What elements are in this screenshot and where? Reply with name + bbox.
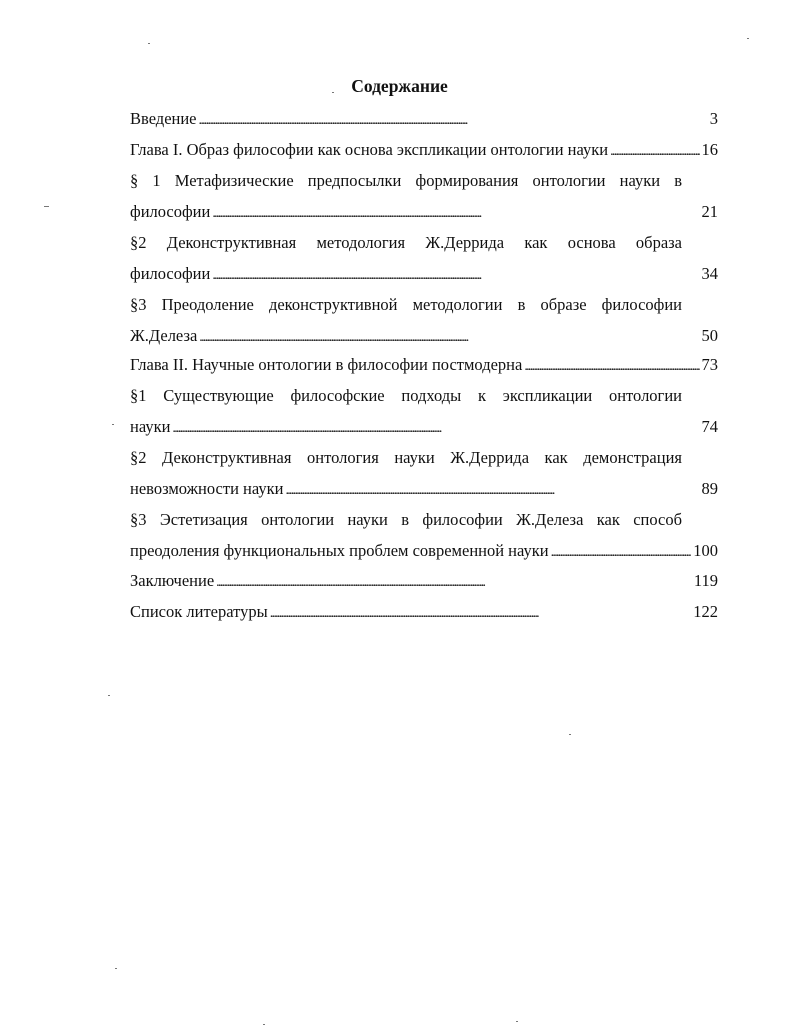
toc-entry-label: философии [130,264,211,283]
toc-page-number: 34 [701,264,718,283]
toc-entry-section-1-2-line1[interactable]: §2 Деконструктивная методология Ж.Деррида как основа образа [130,233,682,252]
toc-entry-section-1-2[interactable] [130,262,718,286]
toc-page-number: 100 [693,541,718,560]
toc-entry-label: философии [130,202,211,221]
toc-entry-label: Ж.Делеза [130,326,198,345]
toc-page-number: 119 [693,571,718,590]
scan-speck [263,1024,265,1025]
toc-entry-label: Глава I. Образ философии как основа экспликации онтологии науки [130,140,609,159]
toc-page-number: 122 [693,602,718,621]
scan-speck [516,1021,518,1022]
dot-leader [551,539,692,565]
toc-entry-chapter-2[interactable] [130,353,718,377]
toc-entry-section-2-3-line1[interactable]: §3 Эстетизация онтологии науки в философии Ж.Делеза как способ [130,510,682,529]
toc-page-number: 3 [709,109,718,128]
toc-entry-section-2-1[interactable] [130,415,718,439]
toc-entry-label: Глава II. Научные онтологии в философии постмодерна [130,355,523,374]
dot-leader [199,107,708,133]
toc-entry-introduction[interactable] [130,107,718,131]
dot-leader [216,569,692,595]
toc-entry-label: невозможности науки [130,479,284,498]
toc-entry-section-1-1-line1[interactable]: § 1 Метафизические предпосылки формирования онтологии науки в [130,171,682,190]
toc-page-number: 73 [701,355,718,374]
scan-speck [332,92,334,93]
scan-speck [108,695,110,696]
toc-entry-section-2-2-line1[interactable]: §2 Деконструктивная онтология науки Ж.Деррида как демонстрация [130,448,682,467]
scan-speck [44,206,49,207]
dot-leader [172,415,699,441]
dot-leader [524,353,699,379]
toc-entry-section-1-3-line1[interactable]: §3 Преодоление деконструктивной методологии в образе философии [130,295,682,314]
dot-leader [610,138,699,164]
toc-entry-label: Заключение [130,571,215,590]
dot-leader [212,262,699,288]
dot-leader [199,324,699,350]
dot-leader [270,600,692,626]
scan-speck [747,38,749,39]
scan-speck [112,424,114,425]
dot-leader [285,477,699,503]
toc-entry-section-1-3[interactable] [130,324,718,348]
page-title: Содержание [351,76,448,96]
toc-entry-conclusion[interactable] [130,569,718,593]
toc-entry-section-1-1[interactable] [130,200,718,224]
toc-entry-label: преодоления функциональных проблем современной науки [130,541,549,560]
toc-entry-section-2-1-line1[interactable]: §1 Существующие философские подходы к экспликации онтологии [130,386,682,405]
toc-page-number: 50 [701,326,718,345]
toc-page-number: 21 [701,202,718,221]
scan-speck [148,43,150,44]
toc-page-number: 74 [701,417,718,436]
toc-page-number: 89 [701,479,718,498]
toc-entry-section-2-2[interactable] [130,477,718,501]
toc-entry-label: Введение [130,109,197,128]
scan-speck [115,968,117,969]
toc-entry-label: Список литературы [130,602,268,621]
toc-entry-bibliography[interactable] [130,600,718,624]
scan-speck [569,734,571,735]
toc-page-number: 16 [701,140,718,159]
toc-entry-label: науки [130,417,171,436]
toc-entry-chapter-1[interactable] [130,138,718,162]
dot-leader [212,200,699,226]
toc-entry-section-2-3[interactable] [130,539,718,563]
